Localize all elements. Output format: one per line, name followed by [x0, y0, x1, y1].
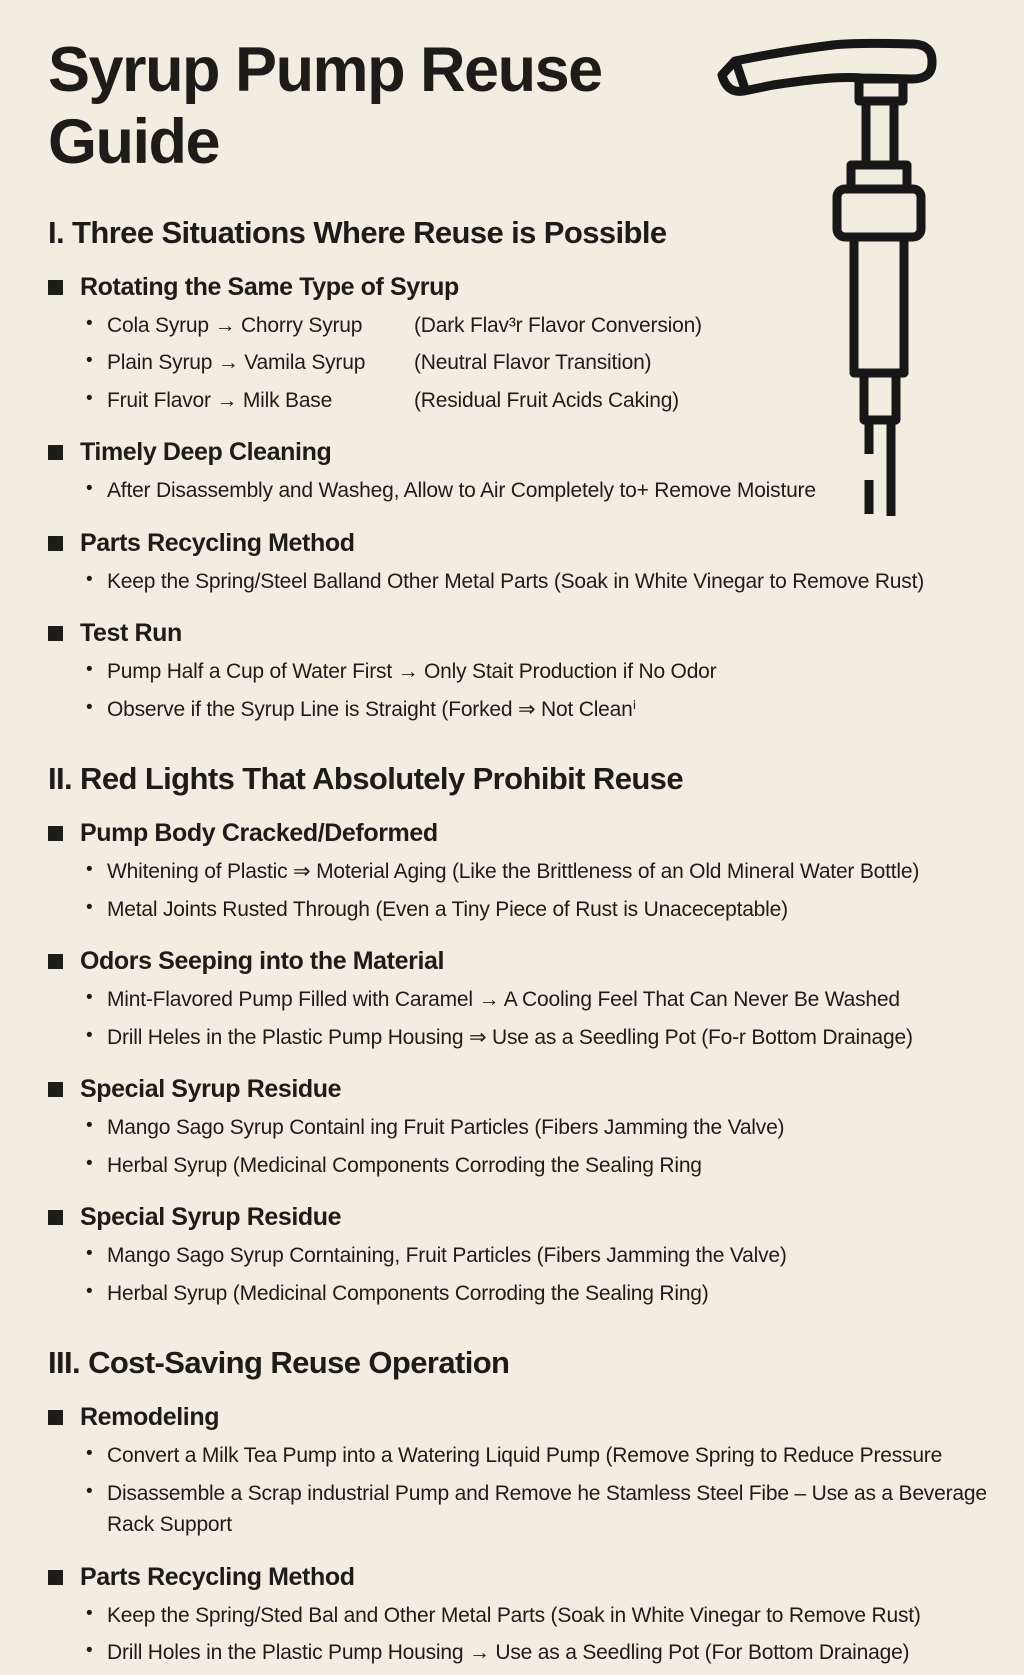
dot-bullet-icon: • [86, 696, 93, 718]
bullet-list [48, 1600, 1010, 1669]
bullet-text: Keep the Spring/Steel Balland Other Metal Parts (Soak in White Vinegar to Remove Rust) [107, 569, 924, 593]
square-bullet-icon [48, 1210, 63, 1225]
bullet-item [86, 1600, 1010, 1632]
dot-bullet-icon: • [86, 312, 93, 334]
bullet-item [86, 566, 1010, 598]
bullet-text-left: Plain Syrup → Vamila Syrup [107, 351, 366, 375]
topic-group [48, 273, 1010, 417]
dot-bullet-icon: • [86, 659, 93, 681]
topic-subhead-label: Remodeling [80, 1403, 220, 1432]
square-bullet-icon [48, 1410, 63, 1425]
bullet-text: Drill Holes in the Plastic Pump Housing → Use as a Seedling Pot (For Bottom Drainage) [107, 1641, 910, 1665]
bullet-text: Metal Joints Rusted Through (Even a Tiny Piece of Rust is Unaceceptable) [107, 897, 788, 921]
dot-bullet-icon: • [86, 1280, 93, 1302]
dot-bullet-icon: • [86, 896, 93, 918]
bullet-item [86, 1150, 1010, 1182]
bullet-text-left: Fruit Flavor → Milk Base [107, 388, 333, 412]
bullet-text: After Disassembly and Washeg, Allow to Air Completely to+ Remove Moisture [107, 479, 816, 503]
bullet-text-right: (Neutral Flavor Transition) [414, 351, 652, 375]
topic-group [48, 438, 1010, 507]
bullet-item [86, 1637, 1010, 1669]
bullet-text: Herbal Syrup (Medicinal Components Corroding the Sealing Ring [107, 1153, 702, 1177]
topic-subhead-label: Parts Recycling Method [80, 1562, 355, 1591]
bullet-list [48, 310, 1010, 417]
topic-subhead [48, 947, 1010, 976]
bullet-text: Herbal Syrup (Medicinal Components Corroding the Sealing Ring) [107, 1281, 709, 1305]
dot-bullet-icon: • [86, 1640, 93, 1662]
page-title: Syrup Pump Reuse Guide [48, 35, 602, 178]
dot-bullet-icon: • [86, 568, 93, 590]
bullet-item [86, 1112, 1010, 1144]
bullet-item [86, 1240, 1010, 1272]
bullet-list [48, 475, 1010, 507]
dot-bullet-icon: • [86, 987, 93, 1009]
bullet-text: Drill Heles in the Plastic Pump Housing ⇒ Use as a Seedling Pot (Fo-r Bottom Drainage) [107, 1025, 913, 1049]
bullet-item [86, 385, 1010, 417]
square-bullet-icon [48, 445, 63, 460]
topic-subhead [48, 273, 1010, 302]
dot-bullet-icon: • [86, 1443, 93, 1465]
bullet-text: Convert a Milk Tea Pump into a Watering Liquid Pump (Remove Spring to Reduce Pressure [107, 1444, 943, 1468]
topic-subhead-label: Special Syrup Residue [80, 1075, 342, 1104]
bullet-text: Mango Sago Syrup Containl ing Fruit Particles (Fibers Jamming the Valve) [107, 1116, 785, 1140]
poster-content [48, 34, 1010, 1675]
bullet-list [48, 856, 1010, 925]
topic-subhead [48, 819, 1010, 848]
dot-bullet-icon: • [86, 1152, 93, 1174]
square-bullet-icon [48, 536, 63, 551]
dot-bullet-icon: • [86, 350, 93, 372]
topic-subhead-label: Odors Seeping into the Material [80, 947, 445, 976]
dot-bullet-icon: • [86, 1243, 93, 1265]
topic-subhead [48, 1075, 1010, 1104]
topic-group [48, 529, 1010, 598]
topic-subhead [48, 529, 1010, 558]
square-bullet-icon [48, 280, 63, 295]
section [48, 761, 1010, 1309]
topic-group [48, 1075, 1010, 1181]
bullet-text: Pump Half a Cup of Water First → Only Stait Production if No Odor [107, 660, 717, 684]
bullet-item [86, 656, 1010, 688]
bullet-item [86, 1478, 1010, 1541]
bullet-item [86, 1278, 1010, 1310]
dot-bullet-icon: • [86, 478, 93, 500]
topic-group [48, 819, 1010, 925]
bullet-text: Mint-Flavored Pump Filled with Caramel → A Cooling Feel That Can Never Be Washed [107, 988, 900, 1012]
section-heading: I. Three Situations Where Reuse is Possible [48, 214, 667, 250]
bullet-text-right: (Dark Flav³r Flavor Conversion) [414, 313, 702, 337]
topic-subhead-label: Pump Body Cracked/Deformed [80, 819, 438, 848]
sections-root [48, 215, 1010, 1669]
section-heading: III. Cost-Saving Reuse Operation [48, 1345, 510, 1381]
section [48, 215, 1010, 726]
topic-group [48, 947, 1010, 1053]
bullet-text: Keep the Spring/Sted Bal and Other Metal Parts (Soak in White Vinegar to Remove Rust) [107, 1603, 921, 1627]
bullet-item [86, 984, 1010, 1016]
bullet-item [86, 310, 1010, 342]
dot-bullet-icon: • [86, 1024, 93, 1046]
topic-subhead [48, 619, 1010, 648]
square-bullet-icon [48, 1570, 63, 1585]
topic-subhead-label: Timely Deep Cleaning [80, 438, 332, 467]
bullet-list [48, 566, 1010, 598]
section [48, 1345, 1010, 1669]
square-bullet-icon [48, 1082, 63, 1097]
bullet-item [86, 894, 1010, 926]
dot-bullet-icon: • [86, 1602, 93, 1624]
bullet-text: Whitening of Plastic ⇒ Moterial Aging (Like the Brittleness of an Old Mineral Water Bottle) [107, 860, 920, 884]
topic-subhead-label: Rotating the Same Type of Syrup [80, 272, 459, 301]
dot-bullet-icon: • [86, 387, 93, 409]
topic-subhead [48, 438, 1010, 467]
bullet-text: Observe if the Syrup Line is Straight (Forked ⇒ Not Cleanⁱ [107, 697, 637, 721]
dot-bullet-icon: • [86, 859, 93, 881]
bullet-list [48, 1112, 1010, 1181]
topic-subhead [48, 1563, 1010, 1592]
bullet-text-right: (Residual Fruit Acids Caking) [414, 388, 679, 412]
topic-subhead [48, 1403, 1010, 1432]
topic-subhead [48, 1203, 1010, 1232]
bullet-item [86, 1022, 1010, 1054]
topic-group [48, 1563, 1010, 1669]
square-bullet-icon [48, 626, 63, 641]
bullet-item [86, 694, 1010, 726]
square-bullet-icon [48, 954, 63, 969]
bullet-list [48, 984, 1010, 1053]
bullet-item [86, 347, 1010, 379]
topic-subhead-label: Parts Recycling Method [80, 528, 355, 557]
bullet-item [86, 856, 1010, 888]
bullet-text: Disassemble a Scrap industrial Pump and Remove he Stamless Steel Fibe – Use as a Beverage Rack Support [107, 1481, 987, 1537]
bullet-text: Mango Sago Syrup Corntaining, Fruit Particles (Fibers Jamming the Valve) [107, 1244, 787, 1268]
bullet-item [86, 475, 1010, 507]
square-bullet-icon [48, 826, 63, 841]
topic-group [48, 1203, 1010, 1309]
topic-group [48, 619, 1010, 725]
dot-bullet-icon: • [86, 1480, 93, 1502]
topic-subhead-label: Test Run [80, 619, 182, 648]
bullet-text-left: Cola Syrup → Chorry Syrup [107, 313, 363, 337]
topic-subhead-label: Special Syrup Residue [80, 1203, 342, 1232]
section-heading: II. Red Lights That Absolutely Prohibit Reuse [48, 761, 683, 797]
bullet-list [48, 1240, 1010, 1309]
dot-bullet-icon: • [86, 1115, 93, 1137]
bullet-list [48, 1440, 1010, 1541]
topic-group [48, 1403, 1010, 1541]
bullet-item [86, 1440, 1010, 1472]
bullet-list [48, 656, 1010, 725]
